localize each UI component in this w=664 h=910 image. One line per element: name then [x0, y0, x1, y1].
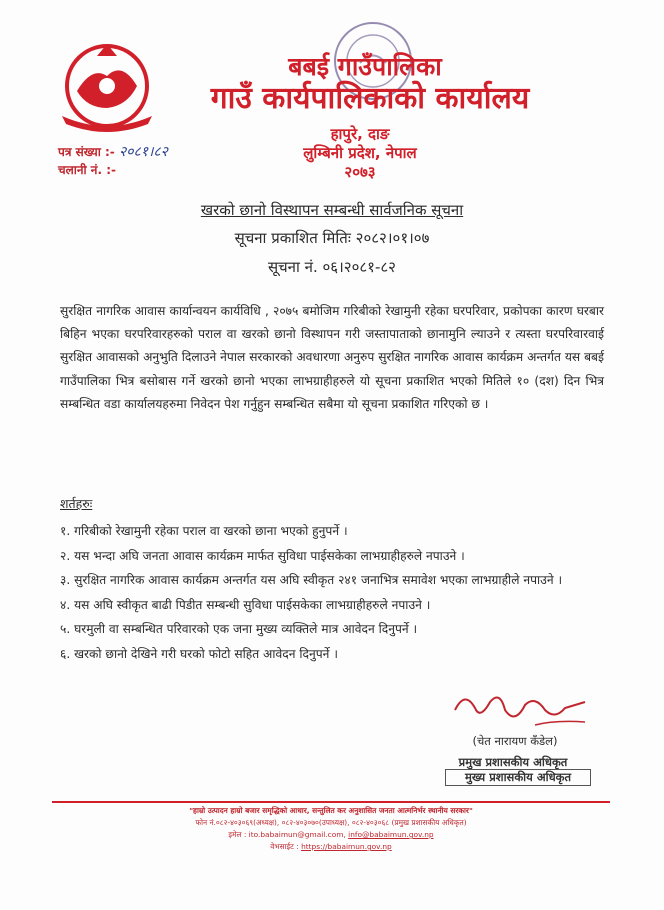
- notice-reference: सूचना नं. ०६।२०८१-८२: [267, 258, 396, 276]
- website-link[interactable]: https://babaimun.gov.np: [301, 842, 392, 851]
- signatory-stamp-title: मुख्य प्रशासकीय अधिकृत: [445, 769, 591, 786]
- footer-phone: फोन नं.०८२-४०३०६९(अध्यक्ष), ०८२-४०३०७०(उपाध्यक्ष), ०८२-४०३०६८ (प्रमुख प्रशासकीय अधिकृत): [195, 818, 467, 827]
- notice-body: सुरक्षित नागरिक आवास कार्यान्वयन कार्यविधि , २०७५ बमोजिम गरिबीको रेखामुनी रहेका घरपरिवार, प्रकोपका कारण घरबार बिहिन भएका घरपरिवारहरुको पराल वा खरको छानो विस्थापन गरी जस्तापाताको छानामुनि ल्याउने र त्यस्ता घरपरिवारवाई सुरक्षित आवासको अनुभुति दिलाउने नेपाल सरकारको अवधारणा अनुरुप सुरक्षित नागरिक आवास कार्यक्रम अन्तर्गत यस बबई गाउँपालिका भित्र बसोबास गर्ने खरको छानो भएका लाभग्राहीहरुले यो सूचना प्रकाशित भएको मितिले १० (दश) दिन भित्र सम्बन्धित वडा कार्यालयहरुमा निवेदन पेश गर्नुहुन सम्बन्धित सबैमा यो सूचना प्रकाशित गरिएको छ ।: [60, 304, 604, 411]
- terms-heading: शर्तहरुः: [60, 496, 93, 511]
- address-line: हापुरे, दाङ: [330, 125, 390, 143]
- handwritten-signature: [445, 680, 595, 740]
- footer-website-label: वेभसाईट :: [270, 842, 302, 851]
- signatory-title: प्रमुख प्रशासकीय अधिकृत: [458, 755, 568, 769]
- email-link[interactable]: info@babaimun.gov.np: [348, 830, 434, 839]
- office-subtitle: गाउँ कार्यपालिकाको कार्यालय: [210, 81, 530, 116]
- footer-email: [52, 830, 610, 840]
- notice-date: सूचना प्रकाशित मितिः २०८२।०१।०७: [234, 229, 430, 247]
- footer-email-label: इमेल : ito.babaimun@gmail.com,: [228, 830, 349, 839]
- condition-item: ४. यस अघि स्वीकृत बाढी पिडीत सम्बन्धी सुविधा पाईसकेका लाभग्राहीहरुले नपाउने ।: [60, 597, 431, 612]
- condition-item: ३. सुरक्षित नागरिक आवास कार्यक्रम अन्तर्गत यस अघि स्वीकृत २४१ जनाभित्र समावेश भएका लाभग्राहीले नपाउने ।: [60, 573, 563, 587]
- nepal-emblem-logo: [52, 36, 162, 136]
- address-province: लुम्बिनी प्रदेश, नेपाल: [303, 144, 417, 162]
- condition-item: ६. खरको छानो देखिने गरी घरको फोटो सहित आवेदन दिनुपर्ने ।: [60, 646, 338, 661]
- letter-number-value: २०८१।८२: [118, 144, 168, 160]
- condition-item: ५. घरमुली वा सम्बन्धित परिवारको एक जना मुख्य व्यक्तिले मात्र आवेदन दिनुपर्ने ।: [60, 622, 418, 636]
- condition-item: १. गरिबीको रेखामुनी रहेका पराल वा खरको छाना भएको हुनुपर्ने ।: [60, 524, 348, 538]
- establishment-year: २०७३: [344, 163, 376, 181]
- letter-number-label: पत्र संख्या :-: [58, 145, 115, 159]
- signatory-name: (चेत नारायण कँडेल): [472, 734, 558, 748]
- letter-number: [58, 142, 168, 161]
- footer-website: [52, 842, 610, 852]
- footer-slogan: "हाम्रो उत्पादन हाम्रो बजार समृद्धिको आधार, सन्तुलित कर अनुशासित जनता आत्मनिर्भर स्थानीय सरकार": [189, 806, 473, 815]
- footer-divider: [52, 801, 610, 803]
- conditions-list: [60, 519, 610, 666]
- dispatch-number-label: चलानी नं. :-: [58, 163, 116, 177]
- condition-item: २. यस भन्दा अघि जनता आवास कार्यक्रम मार्फत सुविधा पाईसकेका लाभग्राहीहरुले नपाउने ।: [60, 548, 465, 563]
- office-name: बबई गाउँपालिका: [288, 52, 442, 81]
- notice-title: खरको छानो विस्थापन सम्बन्धी सार्वजनिक सूचना: [200, 201, 464, 219]
